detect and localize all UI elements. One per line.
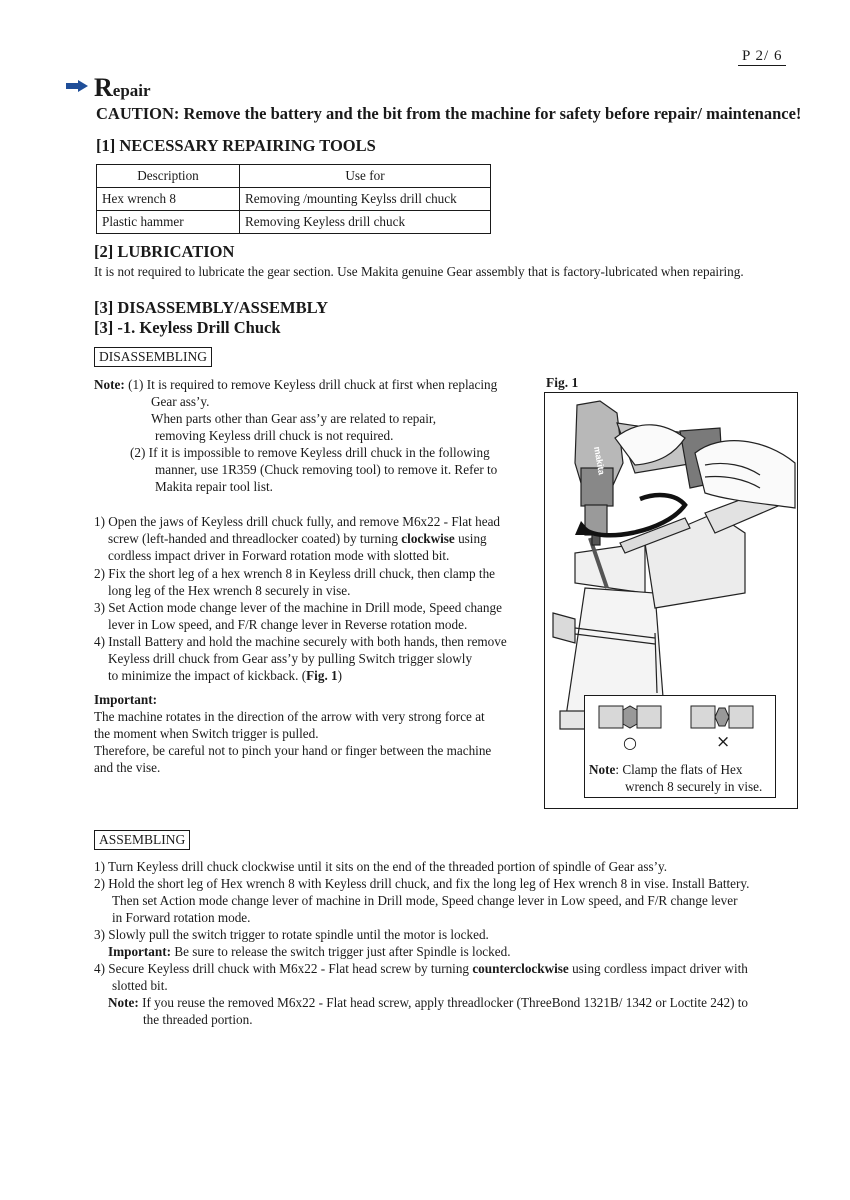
- clamp-note-label: Note: [589, 762, 616, 777]
- bad-mark-icon: ×: [716, 732, 731, 752]
- fig-ref: Fig. 1: [306, 668, 338, 683]
- important-line: The machine rotates in the direction of the arrow with very strong force at: [94, 709, 485, 724]
- step4-line: [108, 667, 342, 684]
- assembling-text: Be sure to release the switch trigger just after Spindle is locked.: [171, 944, 511, 959]
- step4-text: ): [337, 668, 343, 683]
- assembling-line: slotted bit.: [112, 978, 168, 993]
- disassembling-label: DISASSEMBLING: [94, 347, 212, 367]
- table-header-cell: Use for: [240, 165, 491, 188]
- step3-line: 3) Set Action mode change lever of the machine in Drill mode, Speed change: [94, 600, 502, 615]
- step2-line: long leg of the Hex wrench 8 securely in vise.: [108, 583, 351, 598]
- note-line: removing Keyless drill chuck is not required.: [155, 428, 394, 443]
- table-cell: Hex wrench 8: [97, 188, 240, 211]
- important-line: Therefore, be careful not to pinch your hand or finger between the machine: [94, 743, 492, 758]
- tools-table: [96, 164, 491, 234]
- important-label-text: Important:: [94, 692, 158, 707]
- assembling-line: 1) Turn Keyless drill chuck clockwise until it sits on the end of the threaded portion of spindle of Gear ass’y.: [94, 859, 668, 874]
- assembling-text: 4) Secure Keyless drill chuck with M6x22 - Flat head screw by turning: [94, 961, 473, 976]
- figure-label: Fig. 1: [546, 375, 579, 390]
- assembling-line: Then set Action mode change lever of machine in Drill mode, Speed change lever in Low speed, and F/R change lever: [112, 893, 738, 908]
- note-line: When parts other than Gear ass’y are related to repair,: [151, 411, 437, 426]
- table-row: [97, 188, 491, 211]
- step1-line: cordless impact driver in Forward rotation mode with slotted bit.: [108, 548, 450, 563]
- step1-line: [108, 530, 487, 547]
- repair-title-rest: epair: [112, 81, 151, 100]
- note-line: (2) If it is impossible to remove Keyless drill chuck in the following: [130, 445, 490, 460]
- assembling-line: [108, 943, 511, 960]
- assembling-line: the threaded portion.: [143, 1012, 253, 1027]
- table-cell: Removing Keyless drill chuck: [240, 211, 491, 234]
- clamp-note-text: : Clamp the flats of Hex: [615, 762, 743, 777]
- assembling-line: 2) Hold the short leg of Hex wrench 8 with Keyless drill chuck, and fix the long leg of Hex wrench 8 in vise. Install Battery.: [94, 876, 750, 891]
- page-number: P 2/ 6: [738, 48, 786, 66]
- step4-text: to minimize the impact of kickback. (: [108, 668, 307, 683]
- caution-text: CAUTION: Remove the battery and the bit from the machine for safety before repair/ maintenance!: [96, 104, 802, 123]
- section3-heading: [3] DISASSEMBLY/ASSEMBLY: [94, 298, 328, 317]
- note-line: Gear ass’y.: [151, 394, 210, 409]
- clamp-comparison-diagram: [585, 696, 775, 756]
- clamp-note-line: wrench 8 securely in vise.: [625, 779, 763, 794]
- assembling-emphasis: counterclockwise: [472, 961, 569, 976]
- step1-text: screw (left-handed and threadlocker coated) by turning: [108, 531, 402, 546]
- table-cell: Plastic hammer: [97, 211, 240, 234]
- step1-text: using: [454, 531, 487, 546]
- section3-subheading: [3] -1. Keyless Drill Chuck: [94, 318, 281, 337]
- important-label: [94, 691, 157, 708]
- step2-line: 2) Fix the short leg of a hex wrench 8 in Keyless drill chuck, then clamp the: [94, 566, 496, 581]
- assembling-line: in Forward rotation mode.: [112, 910, 251, 925]
- assembling-line: 3) Slowly pull the switch trigger to rotate spindle until the motor is locked.: [94, 927, 489, 942]
- note-line: [94, 376, 497, 393]
- step4-line: 4) Install Battery and hold the machine securely with both hands, then remove: [94, 634, 507, 649]
- note-label: Note:: [108, 995, 139, 1010]
- note-label: Note:: [94, 377, 125, 392]
- clamp-note-box: [584, 695, 776, 798]
- drill-brand-label: makita: [591, 445, 607, 476]
- assembling-line: [108, 994, 748, 1011]
- section2-heading: [2] LUBRICATION: [94, 242, 235, 261]
- good-mark-icon: ○: [623, 733, 637, 752]
- assembling-label: ASSEMBLING: [94, 830, 190, 850]
- step3-line: lever in Low speed, and F/R change lever in Reverse rotation mode.: [108, 617, 468, 632]
- repair-title: [94, 74, 151, 105]
- arrow-right-icon: [66, 80, 88, 92]
- step1-emphasis: clockwise: [401, 531, 455, 546]
- assembling-line: [94, 960, 748, 977]
- step4-line: Keyless drill chuck from Gear ass’y by pulling Switch trigger slowly: [108, 651, 473, 666]
- table-header-row: [97, 165, 491, 188]
- repair-title-cap: R: [94, 73, 113, 102]
- table-header-cell: Description: [97, 165, 240, 188]
- assembling-text: If you reuse the removed M6x22 - Flat head screw, apply threadlocker (ThreeBond 1321B/ 1342 or Loctite 242) to: [138, 995, 749, 1010]
- table-cell: Removing /mounting Keylss drill chuck: [240, 188, 491, 211]
- clamp-note-line: [589, 761, 742, 778]
- lubrication-text: It is not required to lubricate the gear section. Use Makita genuine Gear assembly that is factory-lubricated when repairing.: [94, 264, 744, 279]
- section1-heading: [1] NECESSARY REPAIRING TOOLS: [96, 136, 376, 155]
- note-line: manner, use 1R359 (Chuck removing tool) to remove it. Refer to: [155, 462, 498, 477]
- important-line: and the vise.: [94, 760, 161, 775]
- table-row: [97, 211, 491, 234]
- assembling-text: using cordless impact driver with: [568, 961, 748, 976]
- important-line: the moment when Switch trigger is pulled.: [94, 726, 319, 741]
- step1-line: 1) Open the jaws of Keyless drill chuck fully, and remove M6x22 - Flat head: [94, 514, 501, 529]
- note-line: Makita repair tool list.: [155, 479, 273, 494]
- important-label-text: Important:: [108, 944, 172, 959]
- note-text: (1) It is required to remove Keyless drill chuck at first when replacing: [128, 377, 498, 392]
